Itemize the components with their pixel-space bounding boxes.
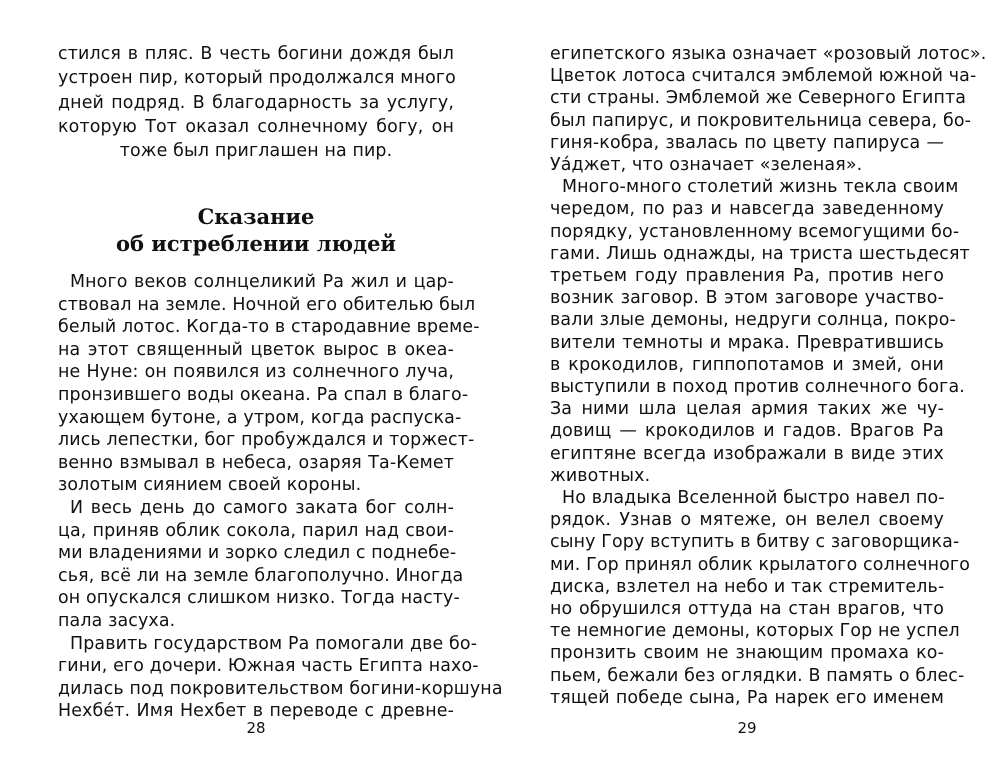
text-line: тящей победе сына, Ра нарек его именем — [550, 688, 944, 708]
text-line: на этот священный цветок вырос в океа- — [58, 340, 454, 360]
text-line: ствовал на земле. Ночной его обителью был — [58, 295, 476, 315]
text-line: гиня-кобра, звалась по цвету папируса — — [550, 133, 944, 153]
left-page — [58, 0, 503, 770]
text-line: египетского языка означает «розовый лотос». — [550, 44, 987, 64]
text-line: Уа́джет, что означает «зеленая». — [550, 155, 863, 175]
text-line: белый лотос. Когда-то в стародавние време- — [58, 317, 480, 337]
text-line: чередом, по раз и навсегда заведенному — [550, 199, 944, 219]
text-line: сья, всё ли на земле благополучно. Иногда — [58, 566, 464, 586]
text-line: довищ — крокодилов и гадов. Врагов Ра — [550, 421, 944, 441]
text-line: устроен пир, который продолжался много — [58, 68, 456, 88]
page-number: 29 — [737, 719, 757, 737]
text-line: лись лепестки, бог пробуждался и торжест- — [58, 430, 475, 450]
text-line: золотым сиянием своей короны. — [58, 475, 362, 495]
text-line: те немногие демоны, которых Гор не успел — [550, 621, 960, 641]
text-line: пала засуха. — [58, 611, 176, 631]
text-line: выступили в поход против солнечного бога. — [550, 377, 965, 397]
text-line: вали злые демоны, недруги солнца, покро- — [550, 310, 956, 330]
text-line: сыну Гору вступить в битву с заговорщика- — [550, 532, 960, 552]
text-line: не Нуне: он появился из солнечного луча, — [58, 362, 454, 382]
text-line: пьем, бежали без оглядки. В память о блес- — [550, 666, 965, 686]
chapter-heading-line-2: об истреблении людей — [115, 231, 397, 256]
text-line: которую Тот оказал солнечному богу, он — [58, 117, 454, 137]
text-line: диска, взлетел на небо и так стремитель- — [550, 577, 945, 597]
text-line: египтяне всегда изображали в виде этих — [550, 444, 944, 464]
text-line: тоже был приглашен на пир. — [119, 141, 393, 161]
right-page — [550, 0, 987, 770]
text-line: ми. Гор принял облик крылатого солнечного — [550, 555, 971, 575]
text-line: Цветок лотоса считался эмблемой южной ча- — [550, 66, 977, 86]
text-line: животных. — [550, 466, 651, 486]
text-line: пронзившего воды океана. Ра спал в благо- — [58, 385, 469, 405]
text-line: Нехбе́т. Имя Нехбет в переводе с древне- — [58, 701, 454, 721]
text-line: гами. Лишь однажды, на триста шестьдесят — [550, 244, 970, 264]
chapter-heading-line-1: Сказание — [197, 204, 315, 229]
text-line: порядку, установленному всемогущими бо- — [550, 222, 960, 242]
text-line: гини, его дочери. Южная часть Египта нахо- — [58, 656, 479, 676]
text-line: дилась под покровительством богини-коршуна — [58, 679, 503, 699]
text-line: пронзить своим не знающим промаха ко- — [550, 643, 944, 663]
text-line: За ними шла целая армия таких же чу- — [550, 399, 944, 419]
text-line: в крокодилов, гиппопотамов и змей, они — [550, 355, 944, 375]
text-line: рядок. Узнав о мятеже, он велел своему — [550, 510, 944, 530]
text-line: вители темноты и мрака. Превратившись — [550, 333, 944, 353]
text-line: возник заговор. В этом заговоре участво- — [550, 288, 944, 308]
text-line: был папирус, и покровительница севера, бо- — [550, 111, 972, 131]
text-line: стился в пляс. В честь богини дождя был — [58, 44, 454, 64]
text-line: Много-много столетий жизнь текла своим — [562, 177, 959, 197]
text-line: Править государством Ра помогали две бо- — [70, 634, 478, 654]
text-line: венно взмывал в небеса, озаряя Та-Кемет — [58, 453, 454, 473]
text-line: третьем году правления Ра, против него — [550, 266, 944, 286]
text-line: но обрушился оттуда на стан врагов, что — [550, 599, 944, 619]
text-line: дней подряд. В благодарность за услугу, — [58, 93, 454, 113]
text-line: ухающем бутоне, а утром, когда распуска- — [58, 408, 462, 428]
text-line: он опускался слишком низко. Тогда насту- — [58, 588, 460, 608]
text-line: И весь день до самого заката бог солн- — [70, 498, 454, 518]
text-line: Много веков солнцеликий Ра жил и цар- — [70, 272, 454, 292]
text-line: ми владениями и зорко следил с поднебе- — [58, 543, 457, 563]
text-line: Но владыка Вселенной быстро навел по- — [562, 488, 945, 508]
page-number: 28 — [246, 719, 266, 737]
text-line: ца, приняв облик сокола, парил над свои- — [58, 521, 454, 541]
text-line: сти страны. Эмблемой же Северного Египта — [550, 88, 967, 108]
